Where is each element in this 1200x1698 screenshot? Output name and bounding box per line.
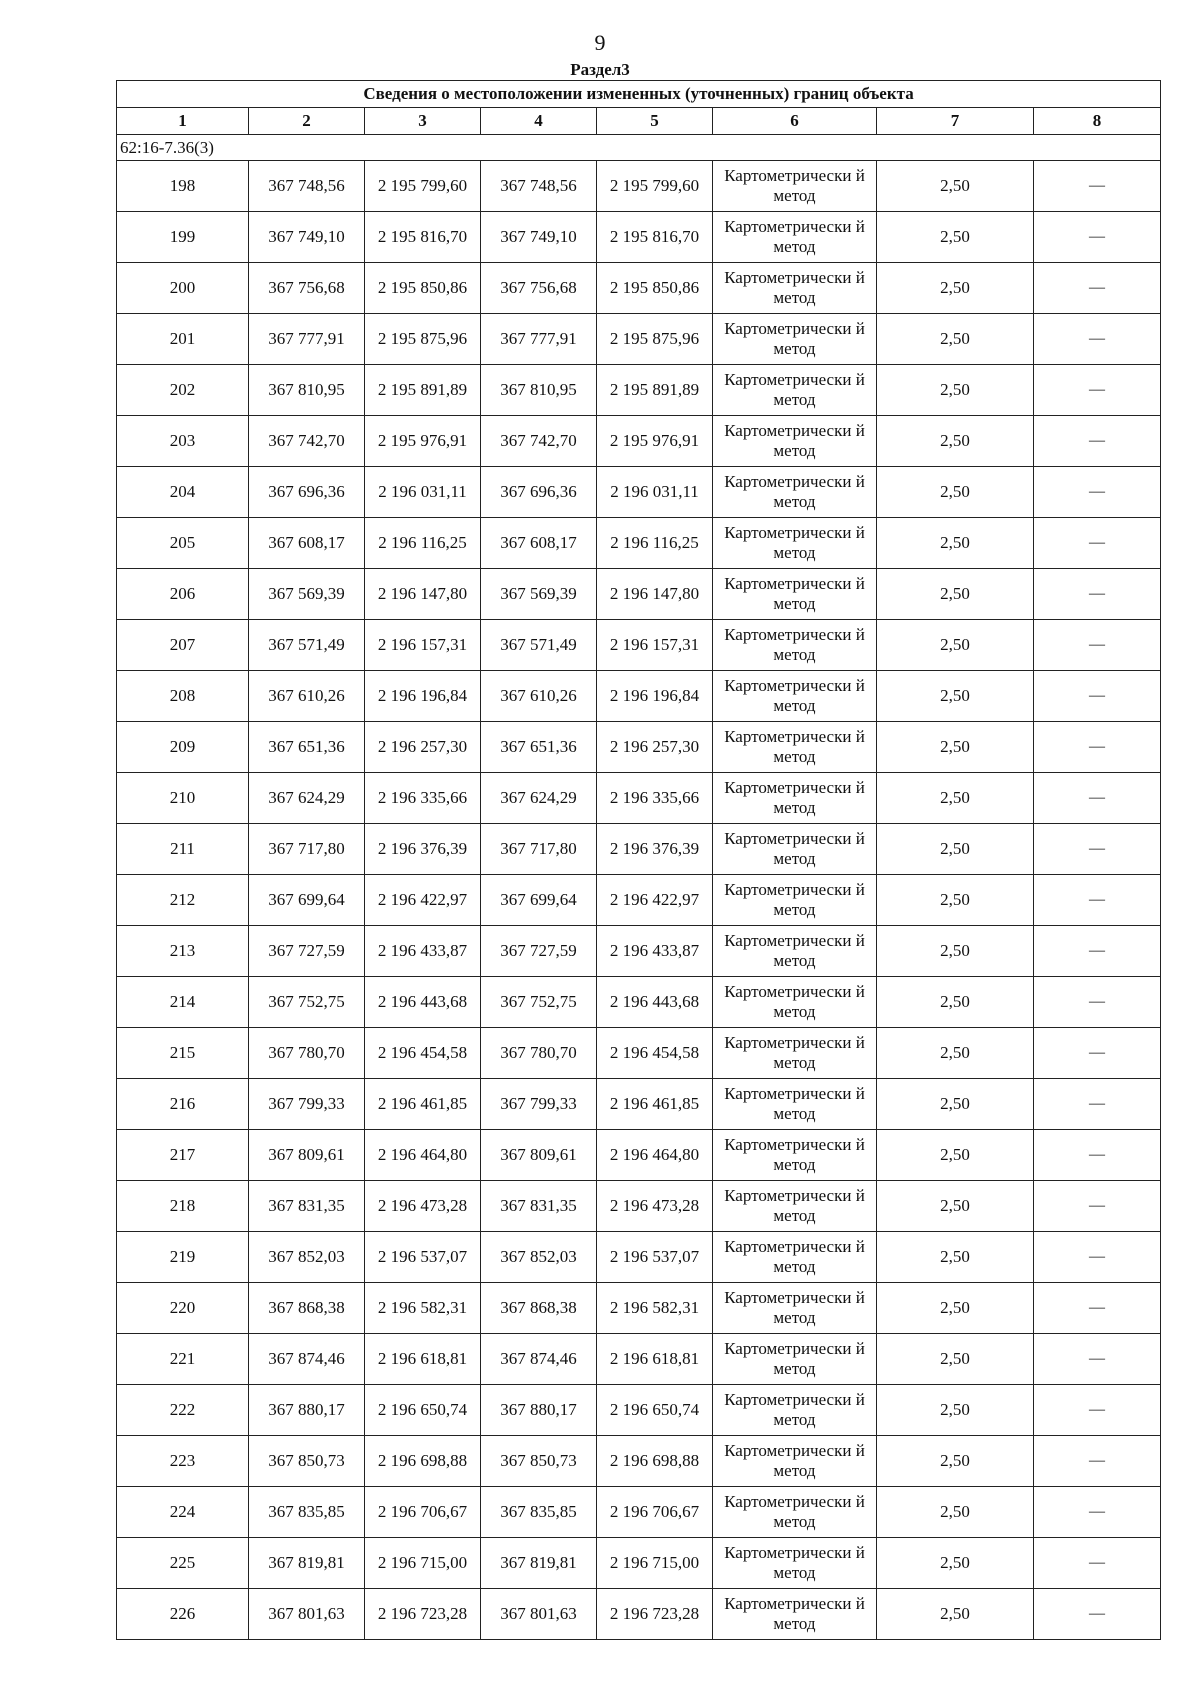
old-x-cell: 367 835,85 (249, 1487, 365, 1538)
new-y-cell: 2 196 537,07 (597, 1232, 713, 1283)
old-x-cell: 367 780,70 (249, 1028, 365, 1079)
method-cell: Картометрически й метод (713, 416, 877, 467)
precision-cell: 2,50 (877, 1232, 1034, 1283)
precision-cell: 2,50 (877, 416, 1034, 467)
method-cell: Картометрически й метод (713, 467, 877, 518)
new-y-cell: 2 196 461,85 (597, 1079, 713, 1130)
method-cell: Картометрически й метод (713, 671, 877, 722)
method-cell: Картометрически й метод (713, 1334, 877, 1385)
precision-cell: 2,50 (877, 926, 1034, 977)
new-y-cell: 2 196 650,74 (597, 1385, 713, 1436)
old-y-cell: 2 195 799,60 (365, 161, 481, 212)
old-x-cell: 367 717,80 (249, 824, 365, 875)
old-y-cell: 2 196 147,80 (365, 569, 481, 620)
description-cell: — (1034, 365, 1161, 416)
description-cell: — (1034, 722, 1161, 773)
precision-cell: 2,50 (877, 467, 1034, 518)
new-y-cell: 2 196 723,28 (597, 1589, 713, 1640)
new-x-cell: 367 756,68 (481, 263, 597, 314)
new-x-cell: 367 799,33 (481, 1079, 597, 1130)
new-x-cell: 367 569,39 (481, 569, 597, 620)
method-cell: Картометрически й метод (713, 569, 877, 620)
old-y-cell: 2 195 891,89 (365, 365, 481, 416)
old-y-cell: 2 196 454,58 (365, 1028, 481, 1079)
method-cell: Картометрически й метод (713, 773, 877, 824)
new-x-cell: 367 880,17 (481, 1385, 597, 1436)
precision-cell: 2,50 (877, 875, 1034, 926)
old-x-cell: 367 831,35 (249, 1181, 365, 1232)
new-x-cell: 367 835,85 (481, 1487, 597, 1538)
old-x-cell: 367 742,70 (249, 416, 365, 467)
old-x-cell: 367 868,38 (249, 1283, 365, 1334)
old-x-cell: 367 651,36 (249, 722, 365, 773)
old-x-cell: 367 852,03 (249, 1232, 365, 1283)
method-cell: Картометрически й метод (713, 620, 877, 671)
table-row (117, 212, 1161, 263)
old-y-cell: 2 196 257,30 (365, 722, 481, 773)
new-x-cell: 367 696,36 (481, 467, 597, 518)
precision-cell: 2,50 (877, 1283, 1034, 1334)
description-cell: — (1034, 1436, 1161, 1487)
point-number-cell: 225 (117, 1538, 249, 1589)
precision-cell: 2,50 (877, 620, 1034, 671)
new-x-cell: 367 742,70 (481, 416, 597, 467)
method-cell: Картометрически й метод (713, 926, 877, 977)
table-row (117, 722, 1161, 773)
description-cell: — (1034, 1538, 1161, 1589)
description-cell: — (1034, 773, 1161, 824)
column-number-row (117, 108, 1161, 135)
new-y-cell: 2 196 376,39 (597, 824, 713, 875)
table-row (117, 1589, 1161, 1640)
old-y-cell: 2 196 706,67 (365, 1487, 481, 1538)
new-y-cell: 2 196 257,30 (597, 722, 713, 773)
new-x-cell: 367 831,35 (481, 1181, 597, 1232)
table-row (117, 314, 1161, 365)
table-row (117, 161, 1161, 212)
new-x-cell: 367 571,49 (481, 620, 597, 671)
old-y-cell: 2 196 473,28 (365, 1181, 481, 1232)
table-row (117, 875, 1161, 926)
point-number-cell: 221 (117, 1334, 249, 1385)
point-number-cell: 211 (117, 824, 249, 875)
description-cell: — (1034, 1385, 1161, 1436)
table-row (117, 569, 1161, 620)
old-x-cell: 367 748,56 (249, 161, 365, 212)
old-y-cell: 2 196 376,39 (365, 824, 481, 875)
description-cell: — (1034, 1283, 1161, 1334)
new-x-cell: 367 727,59 (481, 926, 597, 977)
description-cell: — (1034, 620, 1161, 671)
new-x-cell: 367 810,95 (481, 365, 597, 416)
new-y-cell: 2 196 031,11 (597, 467, 713, 518)
new-x-cell: 367 624,29 (481, 773, 597, 824)
method-cell: Картометрически й метод (713, 518, 877, 569)
method-cell: Картометрически й метод (713, 212, 877, 263)
description-cell: — (1034, 977, 1161, 1028)
column-number: 8 (1034, 108, 1161, 135)
table-caption: Сведения о местоположении измененных (уточненных) границ объекта (117, 81, 1161, 108)
table-row (117, 1232, 1161, 1283)
new-y-cell: 2 196 454,58 (597, 1028, 713, 1079)
table-row (117, 518, 1161, 569)
method-cell: Картометрически й метод (713, 722, 877, 773)
section-title: Раздел3 (570, 60, 630, 79)
precision-cell: 2,50 (877, 314, 1034, 365)
point-number-cell: 205 (117, 518, 249, 569)
point-number-cell: 222 (117, 1385, 249, 1436)
new-y-cell: 2 196 706,67 (597, 1487, 713, 1538)
boundary-coordinates-table (116, 80, 1161, 1640)
point-number-cell: 209 (117, 722, 249, 773)
precision-cell: 2,50 (877, 722, 1034, 773)
new-y-cell: 2 196 422,97 (597, 875, 713, 926)
method-cell: Картометрически й метод (713, 1232, 877, 1283)
table-row (117, 1487, 1161, 1538)
description-cell: — (1034, 671, 1161, 722)
method-cell: Картометрически й метод (713, 1589, 877, 1640)
old-x-cell: 367 799,33 (249, 1079, 365, 1130)
new-y-cell: 2 196 147,80 (597, 569, 713, 620)
method-cell: Картометрически й метод (713, 1181, 877, 1232)
old-y-cell: 2 196 715,00 (365, 1538, 481, 1589)
new-x-cell: 367 801,63 (481, 1589, 597, 1640)
description-cell: — (1034, 1079, 1161, 1130)
method-cell: Картометрически й метод (713, 1487, 877, 1538)
method-cell: Картометрически й метод (713, 365, 877, 416)
table-row (117, 824, 1161, 875)
precision-cell: 2,50 (877, 1436, 1034, 1487)
point-number-cell: 200 (117, 263, 249, 314)
point-number-cell: 208 (117, 671, 249, 722)
new-x-cell: 367 699,64 (481, 875, 597, 926)
description-cell: — (1034, 314, 1161, 365)
precision-cell: 2,50 (877, 1334, 1034, 1385)
new-y-cell: 2 195 875,96 (597, 314, 713, 365)
object-label-row (117, 135, 1161, 161)
old-x-cell: 367 752,75 (249, 977, 365, 1028)
precision-cell: 2,50 (877, 1079, 1034, 1130)
table-row (117, 773, 1161, 824)
table-row (117, 977, 1161, 1028)
new-y-cell: 2 196 698,88 (597, 1436, 713, 1487)
old-x-cell: 367 696,36 (249, 467, 365, 518)
description-cell: — (1034, 1130, 1161, 1181)
point-number-cell: 199 (117, 212, 249, 263)
old-x-cell: 367 880,17 (249, 1385, 365, 1436)
new-y-cell: 2 196 473,28 (597, 1181, 713, 1232)
point-number-cell: 215 (117, 1028, 249, 1079)
old-y-cell: 2 196 723,28 (365, 1589, 481, 1640)
old-x-cell: 367 756,68 (249, 263, 365, 314)
description-cell: — (1034, 1334, 1161, 1385)
description-cell: — (1034, 1232, 1161, 1283)
old-x-cell: 367 608,17 (249, 518, 365, 569)
method-cell: Картометрически й метод (713, 977, 877, 1028)
precision-cell: 2,50 (877, 569, 1034, 620)
new-y-cell: 2 196 196,84 (597, 671, 713, 722)
old-y-cell: 2 196 422,97 (365, 875, 481, 926)
new-x-cell: 367 809,61 (481, 1130, 597, 1181)
column-number: 6 (713, 108, 877, 135)
new-x-cell: 367 749,10 (481, 212, 597, 263)
method-cell: Картометрически й метод (713, 1079, 877, 1130)
column-number: 3 (365, 108, 481, 135)
point-number-cell: 223 (117, 1436, 249, 1487)
description-cell: — (1034, 824, 1161, 875)
point-number-cell: 202 (117, 365, 249, 416)
table-row (117, 671, 1161, 722)
point-number-cell: 220 (117, 1283, 249, 1334)
description-cell: — (1034, 875, 1161, 926)
old-y-cell: 2 195 875,96 (365, 314, 481, 365)
point-number-cell: 218 (117, 1181, 249, 1232)
new-y-cell: 2 195 799,60 (597, 161, 713, 212)
point-number-cell: 214 (117, 977, 249, 1028)
table-row (117, 926, 1161, 977)
new-x-cell: 367 819,81 (481, 1538, 597, 1589)
method-cell: Картометрически й метод (713, 1283, 877, 1334)
new-y-cell: 2 196 116,25 (597, 518, 713, 569)
precision-cell: 2,50 (877, 212, 1034, 263)
new-y-cell: 2 195 976,91 (597, 416, 713, 467)
point-number-cell: 210 (117, 773, 249, 824)
column-number: 7 (877, 108, 1034, 135)
table-row (117, 1436, 1161, 1487)
old-y-cell: 2 196 335,66 (365, 773, 481, 824)
point-number-cell: 217 (117, 1130, 249, 1181)
precision-cell: 2,50 (877, 773, 1034, 824)
precision-cell: 2,50 (877, 263, 1034, 314)
old-y-cell: 2 196 537,07 (365, 1232, 481, 1283)
description-cell: — (1034, 263, 1161, 314)
point-number-cell: 216 (117, 1079, 249, 1130)
old-x-cell: 367 810,95 (249, 365, 365, 416)
precision-cell: 2,50 (877, 365, 1034, 416)
point-number-cell: 201 (117, 314, 249, 365)
old-y-cell: 2 196 031,11 (365, 467, 481, 518)
new-y-cell: 2 196 157,31 (597, 620, 713, 671)
description-cell: — (1034, 1589, 1161, 1640)
description-cell: — (1034, 518, 1161, 569)
old-x-cell: 367 777,91 (249, 314, 365, 365)
table-row (117, 1130, 1161, 1181)
description-cell: — (1034, 1487, 1161, 1538)
old-y-cell: 2 196 618,81 (365, 1334, 481, 1385)
new-x-cell: 367 780,70 (481, 1028, 597, 1079)
method-cell: Картометрически й метод (713, 314, 877, 365)
new-x-cell: 367 608,17 (481, 518, 597, 569)
new-x-cell: 367 651,36 (481, 722, 597, 773)
point-number-cell: 203 (117, 416, 249, 467)
old-y-cell: 2 195 816,70 (365, 212, 481, 263)
point-number-cell: 204 (117, 467, 249, 518)
new-y-cell: 2 196 715,00 (597, 1538, 713, 1589)
new-x-cell: 367 752,75 (481, 977, 597, 1028)
old-x-cell: 367 874,46 (249, 1334, 365, 1385)
old-y-cell: 2 196 698,88 (365, 1436, 481, 1487)
precision-cell: 2,50 (877, 977, 1034, 1028)
new-x-cell: 367 748,56 (481, 161, 597, 212)
old-y-cell: 2 195 976,91 (365, 416, 481, 467)
old-y-cell: 2 196 157,31 (365, 620, 481, 671)
method-cell: Картометрически й метод (713, 1130, 877, 1181)
new-y-cell: 2 196 433,87 (597, 926, 713, 977)
precision-cell: 2,50 (877, 1589, 1034, 1640)
point-number-cell: 207 (117, 620, 249, 671)
new-y-cell: 2 195 850,86 (597, 263, 713, 314)
method-cell: Картометрически й метод (713, 875, 877, 926)
description-cell: — (1034, 416, 1161, 467)
old-y-cell: 2 196 433,87 (365, 926, 481, 977)
old-y-cell: 2 196 650,74 (365, 1385, 481, 1436)
precision-cell: 2,50 (877, 1538, 1034, 1589)
new-x-cell: 367 852,03 (481, 1232, 597, 1283)
old-y-cell: 2 196 443,68 (365, 977, 481, 1028)
old-x-cell: 367 801,63 (249, 1589, 365, 1640)
new-y-cell: 2 196 618,81 (597, 1334, 713, 1385)
table-row (117, 1028, 1161, 1079)
point-number-cell: 198 (117, 161, 249, 212)
description-cell: — (1034, 569, 1161, 620)
precision-cell: 2,50 (877, 1130, 1034, 1181)
old-y-cell: 2 196 464,80 (365, 1130, 481, 1181)
old-y-cell: 2 196 196,84 (365, 671, 481, 722)
method-cell: Картометрически й метод (713, 824, 877, 875)
precision-cell: 2,50 (877, 1487, 1034, 1538)
precision-cell: 2,50 (877, 824, 1034, 875)
column-number: 4 (481, 108, 597, 135)
table-row (117, 1385, 1161, 1436)
table-row (117, 263, 1161, 314)
old-x-cell: 367 569,39 (249, 569, 365, 620)
description-cell: — (1034, 467, 1161, 518)
old-x-cell: 367 610,26 (249, 671, 365, 722)
old-y-cell: 2 195 850,86 (365, 263, 481, 314)
new-x-cell: 367 868,38 (481, 1283, 597, 1334)
old-x-cell: 367 699,64 (249, 875, 365, 926)
table-row (117, 1181, 1161, 1232)
old-y-cell: 2 196 582,31 (365, 1283, 481, 1334)
new-y-cell: 2 195 891,89 (597, 365, 713, 416)
method-cell: Картометрически й метод (713, 1385, 877, 1436)
column-number: 1 (117, 108, 249, 135)
description-cell: — (1034, 926, 1161, 977)
point-number-cell: 226 (117, 1589, 249, 1640)
old-x-cell: 367 749,10 (249, 212, 365, 263)
point-number-cell: 212 (117, 875, 249, 926)
old-x-cell: 367 819,81 (249, 1538, 365, 1589)
old-x-cell: 367 624,29 (249, 773, 365, 824)
table-row (117, 365, 1161, 416)
method-cell: Картометрически й метод (713, 1436, 877, 1487)
table-row (117, 1334, 1161, 1385)
method-cell: Картометрически й метод (713, 1028, 877, 1079)
new-y-cell: 2 195 816,70 (597, 212, 713, 263)
new-y-cell: 2 196 443,68 (597, 977, 713, 1028)
new-y-cell: 2 196 464,80 (597, 1130, 713, 1181)
table-row (117, 1079, 1161, 1130)
new-x-cell: 367 850,73 (481, 1436, 597, 1487)
method-cell: Картометрически й метод (713, 1538, 877, 1589)
point-number-cell: 219 (117, 1232, 249, 1283)
old-x-cell: 367 727,59 (249, 926, 365, 977)
new-x-cell: 367 777,91 (481, 314, 597, 365)
new-x-cell: 367 717,80 (481, 824, 597, 875)
table-caption-row (117, 81, 1161, 108)
precision-cell: 2,50 (877, 1028, 1034, 1079)
new-x-cell: 367 874,46 (481, 1334, 597, 1385)
description-cell: — (1034, 212, 1161, 263)
old-x-cell: 367 571,49 (249, 620, 365, 671)
point-number-cell: 224 (117, 1487, 249, 1538)
precision-cell: 2,50 (877, 1385, 1034, 1436)
table-row (117, 467, 1161, 518)
precision-cell: 2,50 (877, 671, 1034, 722)
precision-cell: 2,50 (877, 161, 1034, 212)
point-number-cell: 206 (117, 569, 249, 620)
method-cell: Картометрически й метод (713, 263, 877, 314)
table-row (117, 620, 1161, 671)
table-row (117, 416, 1161, 467)
object-label: 62:16-7.36(3) (117, 135, 1161, 161)
precision-cell: 2,50 (877, 1181, 1034, 1232)
table-row (117, 1538, 1161, 1589)
page-number: 9 (594, 30, 606, 55)
old-y-cell: 2 196 461,85 (365, 1079, 481, 1130)
precision-cell: 2,50 (877, 518, 1034, 569)
new-y-cell: 2 196 582,31 (597, 1283, 713, 1334)
method-cell: Картометрически й метод (713, 161, 877, 212)
description-cell: — (1034, 161, 1161, 212)
table-row (117, 1283, 1161, 1334)
point-number-cell: 213 (117, 926, 249, 977)
column-number: 5 (597, 108, 713, 135)
old-x-cell: 367 850,73 (249, 1436, 365, 1487)
description-cell: — (1034, 1181, 1161, 1232)
new-x-cell: 367 610,26 (481, 671, 597, 722)
column-number: 2 (249, 108, 365, 135)
new-y-cell: 2 196 335,66 (597, 773, 713, 824)
description-cell: — (1034, 1028, 1161, 1079)
old-x-cell: 367 809,61 (249, 1130, 365, 1181)
old-y-cell: 2 196 116,25 (365, 518, 481, 569)
